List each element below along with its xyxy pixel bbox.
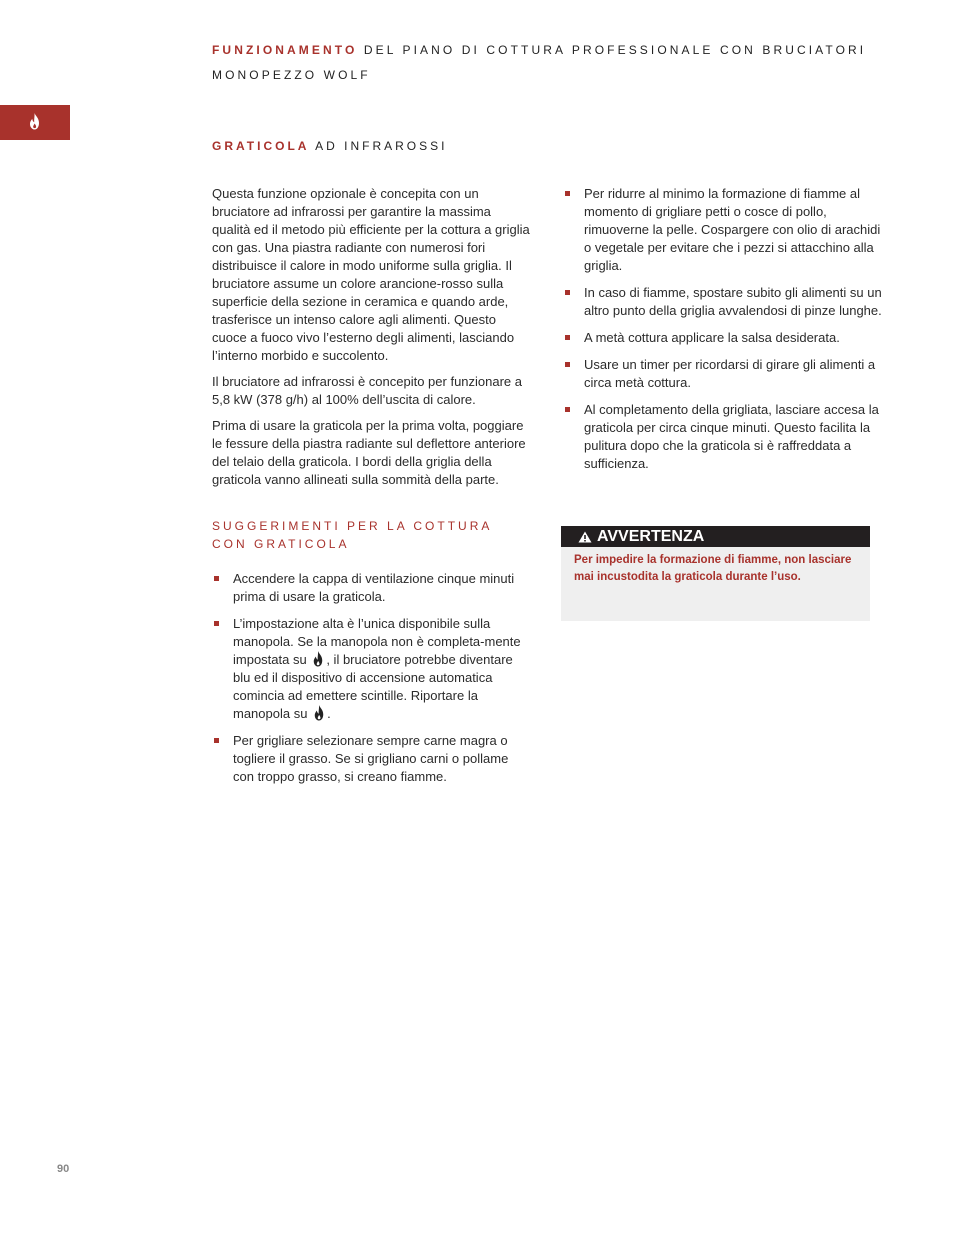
bullet-marker <box>214 738 219 743</box>
section-title-accent: GRATICOLA <box>212 139 310 153</box>
list-item-text-part: . <box>327 706 331 721</box>
bullet-marker <box>565 407 570 412</box>
list-item <box>212 570 532 606</box>
warning-triangle-icon <box>578 531 592 543</box>
power-paragraph: Il bruciatore ad infrarossi è concepito per funzionare a 5,8 kW (378 g/h) al 100% dell’uscita di calore. <box>212 374 523 407</box>
warning-header <box>561 526 870 547</box>
list-item-text-part: L’impostazione alta è l’unica disponibile sulla manopola. Se la manopola non è completa-mente impostata su <box>233 616 521 667</box>
page-number: 90 <box>57 1163 70 1175</box>
tips-list <box>212 570 532 786</box>
bullet-marker <box>214 621 219 626</box>
intro-paragraph: Questa funzione opzionale è concepita con un bruciatore ad infrarossi per garantire la massima qualità ed il metodo più efficiente per la cottura a griglia con gas. Una piastra radiante con numerosi fori distribuisce il calore in modo uniforme sulla griglia. Il bruciatore assume un colore arancione-rosso sulla superficie della sezione in ceramica e quando arde, trasferisce un intenso calore agli alimenti. Questo cuoce a fuoco vivo l’esterno degli alimenti, lasciando l’interno morbido e succolento. <box>212 186 530 363</box>
list-item <box>563 284 883 320</box>
bullet-marker <box>214 576 219 581</box>
tips-list-continued <box>563 185 883 473</box>
list-item-text: Per grigliare selezionare sempre carne magra o togliere il grasso. Se si grigliano carni o pollame con troppo grasso, si creano fiamme. <box>233 733 509 784</box>
list-item <box>563 401 883 473</box>
bullet-marker <box>565 362 570 367</box>
tips-subheading: SUGGERIMENTI PER LA COTTURA CON GRATICOLA <box>212 519 492 551</box>
list-item <box>212 615 532 723</box>
bullet-marker <box>565 290 570 295</box>
list-item <box>563 356 883 392</box>
flame-icon <box>312 705 326 721</box>
list-item-text: Al completamento della grigliata, lasciare accesa la graticola per circa cinque minuti. Questo facilita la pulitura dopo che la graticola si è raffreddata a sufficienza. <box>584 402 879 471</box>
list-item-text: In caso di fiamme, spostare subito gli alimenti su un altro punto della griglia avvalendosi di pinze lunghe. <box>584 285 882 318</box>
list-item <box>563 185 883 275</box>
list-item-text: Usare un timer per ricordarsi di girare gli alimenti a circa metà cottura. <box>584 357 876 390</box>
left-column <box>212 185 532 795</box>
page-header <box>212 38 912 88</box>
list-item-text: Accendere la cappa di ventilazione cinque minuti prima di usare la graticola. <box>233 571 515 604</box>
list-item-text-part: , il bruciatore potrebbe diventare blu ed il dispositivo di accensione automatica comincia ad emettere scintille. Riportare la manopola su <box>233 652 513 721</box>
section-title-rest: AD INFRAROSSI <box>309 139 448 153</box>
warning-text: Per impedire la formazione di fiamme, non lasciare mai incustodita la graticola durante l’uso. <box>574 554 852 583</box>
section-title <box>212 137 447 155</box>
flame-icon <box>28 113 41 130</box>
section-tab <box>0 105 70 140</box>
list-item <box>563 329 883 347</box>
header-accent: FUNZIONAMENTO <box>212 43 358 57</box>
header-title: DEL PIANO DI COTTURA PROFESSIONALE CON BRUCIATORI MONOPEZZO WOLF <box>212 43 867 82</box>
list-item <box>212 732 532 786</box>
right-column <box>563 185 883 482</box>
warning-title: AVVERTENZA <box>597 528 705 545</box>
flame-icon <box>311 651 325 667</box>
list-item-text: A metà cottura applicare la salsa desiderata. <box>584 330 840 345</box>
setup-paragraph: Prima di usare la graticola per la prima volta, poggiare le fessure della piastra radiante sul deflettore anteriore del telaio della graticola. I bordi della griglia della graticola vanno allineati sulla sommità della parte. <box>212 418 526 487</box>
list-item-text: Per ridurre al minimo la formazione di fiamme al momento di grigliare petti o cosce di pollo, rimuoverne la pelle. Cospargere con olio di arachidi o vegetale per evitare che i pezzi si attacchino alla griglia. <box>584 186 881 273</box>
warning-box <box>561 526 870 621</box>
bullet-marker <box>565 191 570 196</box>
bullet-marker <box>565 335 570 340</box>
